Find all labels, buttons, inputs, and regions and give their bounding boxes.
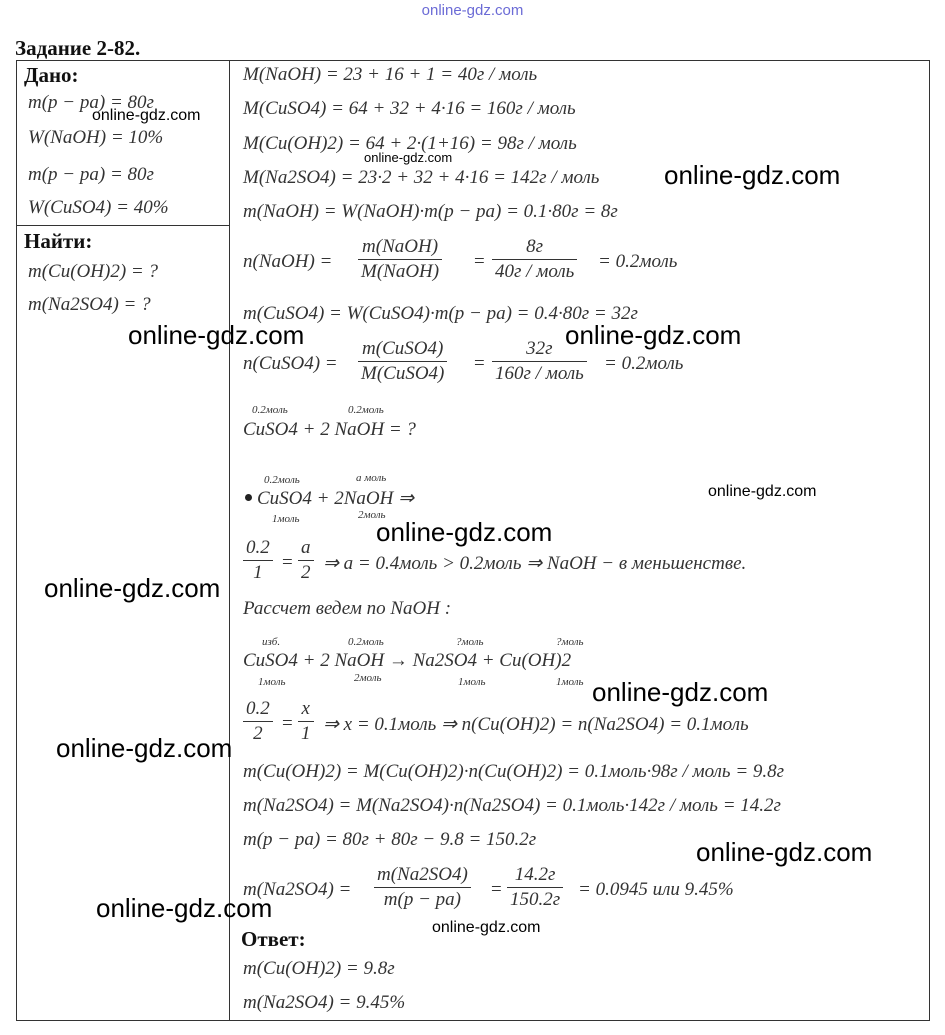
mole-annotation: 0.2моль [252, 404, 288, 416]
mole-annotation: изб. [262, 636, 281, 648]
equals-sign: = [491, 879, 502, 900]
given-line: W(NaOH) = 10% [28, 127, 164, 148]
fraction-denominator: 1 [253, 562, 263, 583]
fraction [243, 537, 273, 584]
mole-annotation: 1моль [458, 676, 486, 688]
mole-annotation: a моль [356, 472, 387, 484]
solution-line: M(NaOH) = 23 + 16 + 1 = 40г / моль [243, 64, 538, 85]
fraction-numerator: 0.2 [243, 698, 273, 722]
given-line: m(p − pa) = 80г [28, 164, 154, 185]
fraction-denominator: M(NaOH) [361, 261, 440, 282]
fraction-numerator: x [298, 698, 314, 722]
mole-annotation: 0.2моль [264, 474, 300, 486]
fraction-denominator: 1 [301, 723, 311, 744]
watermark: online-gdz.com [364, 150, 453, 165]
watermark: online-gdz.com [44, 573, 221, 603]
mole-annotation: 1моль [258, 676, 286, 688]
fraction-numerator: m(NaOH) [358, 236, 442, 260]
watermark: online-gdz.com [696, 837, 873, 867]
solution-line: m(Na2SO4) = M(Na2SO4)·n(Na2SO4) = 0.1моль·142г / моль = 14.2г [243, 795, 781, 816]
fraction-numerator: 0.2 [243, 537, 273, 561]
equation-lhs: m(Na2SO4) = [243, 879, 352, 900]
fraction-denominator: 40г / моль [495, 261, 575, 282]
fraction [358, 236, 442, 283]
fraction [374, 864, 471, 911]
fraction-denominator: m(p − pa) [383, 889, 461, 910]
fraction-numerator: 14.2г [507, 864, 563, 888]
solution-line: M(Na2SO4) = 23·2 + 32 + 4·16 = 142г / моль [243, 167, 600, 188]
fraction-denominator: 2 [253, 723, 263, 744]
equation-rhs: = 0.2моль [604, 353, 684, 374]
equation-rhs: = 0.0945 или 9.45% [578, 879, 734, 900]
reaction-equation: CuSO4 + 2 NaOH = ? [243, 419, 416, 440]
mole-annotation: 2моль [358, 509, 386, 521]
watermark: online-gdz.com [128, 320, 305, 350]
equation-rhs: ⇒ x = 0.1моль ⇒ n(Cu(OH)2) = n(Na2SO4) = 0.1моль [323, 714, 749, 735]
equals-sign: = [282, 713, 293, 734]
fraction-denominator: M(CuSO4) [361, 363, 445, 384]
mole-annotation: 2моль [354, 672, 382, 684]
solution-line: m(Cu(OH)2) = M(Cu(OH)2)·n(Cu(OH)2) = 0.1моль·98г / моль = 9.8г [243, 761, 785, 782]
mole-annotation: 0.2моль [348, 404, 384, 416]
watermark: online-gdz.com [96, 893, 273, 923]
solution-line: m(CuSO4) = W(CuSO4)·m(p − pa) = 0.4·80г = 32г [243, 303, 638, 324]
watermark: online-gdz.com [565, 320, 742, 350]
fraction [243, 698, 273, 745]
solution-line: m(NaOH) = W(NaOH)·m(p − pa) = 0.1·80г = 8г [243, 201, 618, 222]
mole-annotation: ?моль [456, 636, 484, 648]
fraction-numerator: m(CuSO4) [358, 338, 447, 362]
equals-sign: = [282, 552, 293, 573]
find-heading: Найти: [24, 229, 93, 253]
equation-rhs: ⇒ a = 0.4моль > 0.2моль ⇒ NaOH − в меньшенстве. [323, 553, 747, 574]
fraction-numerator: a [298, 537, 314, 561]
answer-heading: Ответ: [241, 927, 306, 951]
mole-annotation: 1моль [272, 513, 300, 525]
column-divider [229, 60, 230, 1021]
fraction-numerator: 8г [492, 236, 577, 260]
fraction [358, 338, 447, 385]
equals-sign: = [474, 353, 485, 374]
reaction-equation: CuSO4 + 2NaOH ⇒ [257, 488, 415, 509]
answer-line: m(Cu(OH)2) = 9.8г [243, 958, 395, 979]
mole-annotation: ?моль [556, 636, 584, 648]
site-header-link[interactable]: online-gdz.com [421, 2, 524, 19]
equation-lhs: n(CuSO4) = [243, 353, 338, 374]
solution-line: Рассчет ведем по NaOH : [243, 598, 452, 619]
fraction-denominator: 160г / моль [495, 363, 584, 384]
watermark: online-gdz.com [92, 107, 201, 124]
given-heading: Дано: [24, 63, 79, 87]
answer-line: m(Na2SO4) = 9.45% [243, 992, 406, 1013]
fraction [507, 864, 563, 911]
reaction-equation: CuSO4 + 2 NaOH → Na2SO4 + Cu(OH)2 [243, 650, 572, 671]
watermark: online-gdz.com [432, 919, 541, 936]
fraction-numerator: m(Na2SO4) [374, 864, 471, 888]
fraction-denominator: 2 [301, 562, 311, 583]
mole-annotation: 0.2моль [348, 636, 384, 648]
mole-annotation: 1моль [556, 676, 584, 688]
find-line: m(Na2SO4) = ? [28, 294, 151, 315]
fraction [298, 698, 314, 745]
given-find-divider [16, 225, 230, 226]
watermark: online-gdz.com [376, 517, 553, 547]
watermark: online-gdz.com [56, 733, 233, 763]
watermark: online-gdz.com [592, 677, 769, 707]
fraction-numerator: 32г [492, 338, 587, 362]
given-line: m(p − pa) = 80г [28, 92, 154, 113]
fraction [492, 236, 577, 283]
watermark: online-gdz.com [664, 160, 841, 190]
given-line: W(CuSO4) = 40% [28, 197, 169, 218]
find-line: m(Cu(OH)2) = ? [28, 261, 158, 282]
fraction [298, 537, 314, 584]
fraction-denominator: 150.2г [510, 889, 561, 910]
task-title: Задание 2-82. [15, 36, 141, 60]
solution-line: M(Cu(OH)2) = 64 + 2·(1+16) = 98г / моль [243, 133, 577, 154]
bullet-icon [245, 494, 252, 501]
equation-rhs: = 0.2моль [598, 251, 678, 272]
watermark: online-gdz.com [708, 483, 817, 500]
equation-lhs: n(NaOH) = [243, 251, 333, 272]
equals-sign: = [474, 251, 485, 272]
solution-line: m(p − pa) = 80г + 80г − 9.8 = 150.2г [243, 829, 537, 850]
solution-line: M(CuSO4) = 64 + 32 + 4·16 = 160г / моль [243, 98, 576, 119]
